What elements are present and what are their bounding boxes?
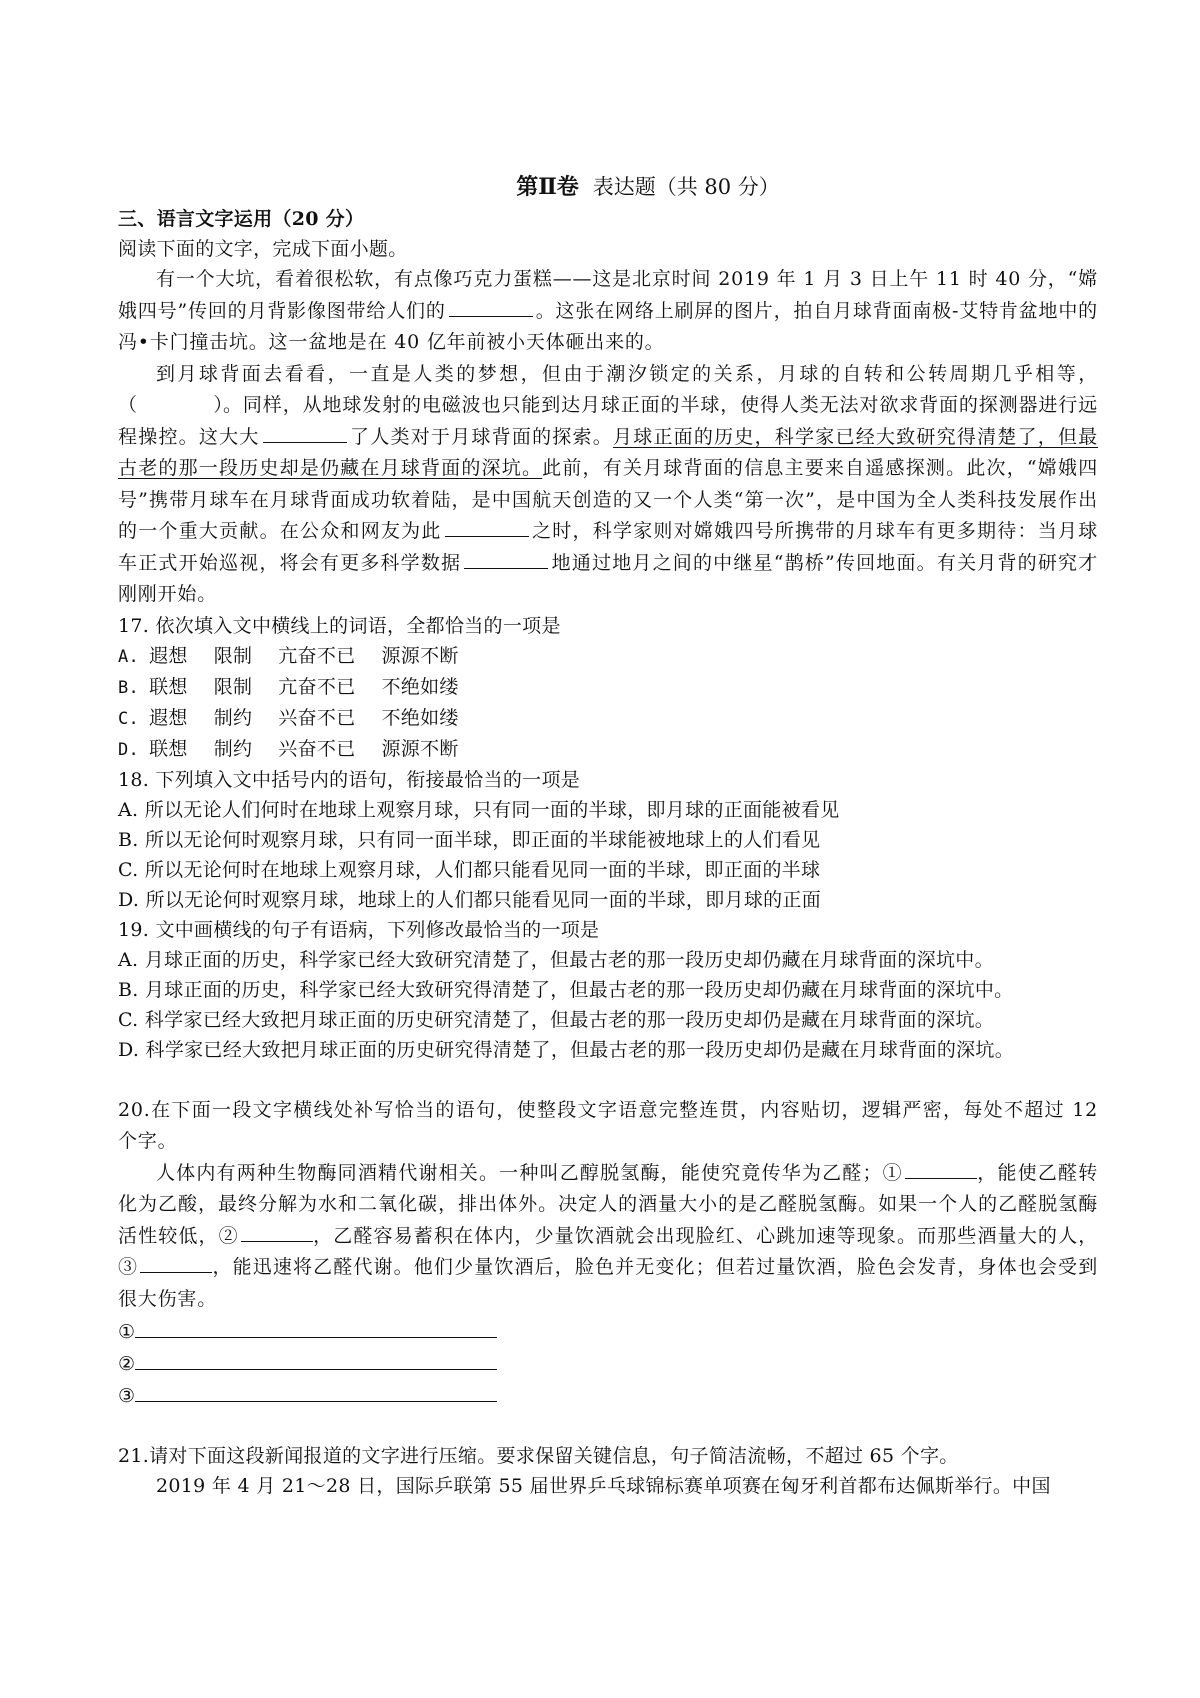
passage-text: 此前，有关月球背面的信息主要来自遥感探测。此次，“嫦娥四号”携带月球车在月球背面成功软着陆，是中国航天创造的又一个人类“第一次”，是中国为全人类科技发展作出的一个重大贡献。在公众和网友为此: [118, 457, 1098, 542]
answer-mark: ③: [118, 1385, 136, 1407]
fill-paren[interactable]: （ ）: [118, 394, 224, 416]
part-title: [198, 170, 1098, 204]
fill-blank-4[interactable]: [464, 550, 548, 569]
option-word: 限制: [213, 644, 253, 667]
q18-option[interactable]: A. 所以无论人们何时在地球上观察月球，只有同一面的半球，即月球的正面能被看见: [118, 798, 840, 821]
exam-page: [118, 170, 1098, 1501]
q20-paragraph: [118, 1158, 1098, 1316]
passage-paragraph-1: [118, 264, 1098, 359]
option-word: 遐想: [149, 706, 188, 729]
q19-stem: 19. 文中画横线的句子有语病，下列修改最恰当的一项是: [118, 918, 600, 941]
passage-paragraph-2: [118, 359, 1098, 611]
passage-text: 了人类对于月球背面的探索。: [349, 425, 613, 448]
q19-option[interactable]: A. 月球正面的历史，科学家已经大致研究清楚了，但最古老的那一段历史却仍藏在月球背面的深坑中。: [118, 948, 994, 971]
q17-options: [118, 641, 1098, 765]
q19-option[interactable]: C. 科学家已经大致把月球正面的历史研究清楚了，但最古老的那一段历史却仍是藏在月球背面的深坑。: [118, 1008, 995, 1031]
section-instruction: 阅读下面的文字，完成下面小题。: [118, 238, 408, 260]
section-heading: 三、语言文字运用（20 分）: [118, 208, 365, 230]
q17-option[interactable]: [118, 641, 1098, 672]
q17-option[interactable]: [118, 672, 1098, 703]
q17-stem: 17. 依次填入文中横线上的词语，全都恰当的一项是: [118, 614, 561, 637]
passage-text: 。这张在网络上刷屏的图片，拍自月球背面南极-艾特肯盆地中的冯•卡门撞击坑。这一盆地是在 40 亿年前被小天体砸出来的。: [118, 299, 1098, 353]
option-word: 联想: [149, 737, 188, 760]
option-letter: A.: [118, 646, 140, 667]
q18-option[interactable]: D. 所以无论何时观察月球，地球上的人们都只能看见同一面的半球，即月球的正面: [118, 888, 822, 911]
q18-stem: 18. 下列填入文中括号内的语句，衔接最恰当的一项是: [118, 768, 581, 791]
passage-text: 之时，科学家则对嫦娥四号所携带的月球车有更多期待：当月球车正式开始巡视，将会有更多科学数据: [118, 520, 1098, 574]
q17-option[interactable]: [118, 734, 1098, 765]
part-title-rest: 表达题（共 80 分）: [592, 175, 780, 199]
option-letter: D.: [118, 739, 140, 760]
passage-text: 地通过地月之间的中继星“鹊桥”传回地面。有关月背的研究才刚刚开始。: [118, 551, 1099, 605]
q20-blank-1[interactable]: [905, 1160, 977, 1179]
option-word: 兴奋不已: [278, 737, 356, 760]
passage-text: 到月球背面去看看，一直是人类的梦想，但由于潮汐锁定的关系，月球的自转和公转周期几乎相等，: [156, 362, 1098, 385]
option-word: 不绝如缕: [381, 675, 459, 698]
q20-answer-line-2[interactable]: [118, 1347, 1098, 1379]
q20-text: 人体内有两种生物酶同酒精代谢相关。一种叫乙醇脱氢酶，能使究竟传华为乙醛；①: [156, 1161, 903, 1184]
q18-option[interactable]: C. 所以无论何时在地球上观察月球，人们都只能看见同一面的半球，即正面的半球: [118, 858, 821, 881]
answer-mark: ①: [118, 1321, 136, 1343]
underlined-sentence: 月球正面的历史，科学家已经大致研究得清楚了，但最古老的那一段历史却是仍藏在月球背面的深坑。: [118, 425, 1099, 479]
q19-option[interactable]: D. 科学家已经大致把月球正面的历史研究得清楚了，但最古老的那一段历史却仍是藏在月球背面的深坑。: [118, 1038, 1015, 1061]
q20-text: ，乙醛容易蓄积在体内，少量饮酒就会出现脸红、心跳加速等现象。而那些酒量大的人，③: [118, 1224, 1099, 1278]
q20-answer-line-3[interactable]: [118, 1379, 1098, 1411]
passage-text: 有一个大坑，看着很松软，有点像巧克力蛋糕——这是北京时间 2019 年 1 月 3 日上午 11 时 40 分，“嫦娥四号”传回的月背影像图带给人们的: [118, 268, 1098, 322]
option-letter: B.: [118, 677, 140, 698]
option-letter: C.: [118, 708, 140, 729]
q20-text: ，能迅速将乙醛代谢。他们少量饮酒后，脸色并无变化；但若过量饮酒，脸色会发青，身体也会受到很大伤害。: [118, 1256, 1098, 1310]
q20-blank-3[interactable]: [140, 1254, 212, 1273]
answer-mark: ②: [118, 1353, 136, 1375]
option-word: 亢奋不已: [278, 675, 356, 698]
option-word: 源源不断: [381, 737, 459, 760]
passage-text: 。同样，从地球发射的电磁波也只能到达月球正面的半球，使得人类无法对欲求背面的探测器进行远程操控。这大大: [118, 394, 1098, 448]
q17-option[interactable]: [118, 703, 1098, 734]
option-word: 限制: [213, 675, 253, 698]
q21-text: 2019 年 4 月 21～28 日，国际乒联第 55 届世界乒乓球锦标赛单项赛在匈牙利首都布达佩斯举行。中国: [156, 1475, 1051, 1497]
option-word: 不绝如缕: [381, 706, 459, 729]
option-word: 制约: [213, 706, 253, 729]
option-word: 联想: [149, 675, 188, 698]
option-word: 制约: [213, 737, 253, 760]
part-title-bold: 第Ⅱ卷: [516, 174, 579, 200]
q19-option[interactable]: B. 月球正面的历史，科学家已经大致研究得清楚了，但最古老的那一段历史却仍藏在月球背面的深坑中。: [118, 978, 1014, 1001]
q18-option[interactable]: B. 所以无论何时观察月球，只有同一面半球，即正面的半球能被地球上的人们看见: [118, 828, 821, 851]
option-word: 源源不断: [381, 644, 459, 667]
fill-blank-1[interactable]: [449, 298, 533, 317]
fill-blank-2[interactable]: [263, 424, 347, 443]
q20-answer-line-1[interactable]: [118, 1315, 1098, 1347]
option-word: 亢奋不已: [278, 644, 356, 667]
option-word: 兴奋不已: [278, 706, 356, 729]
q21-stem: 21.请对下面这段新闻报道的文字进行压缩。要求保留关键信息，句子简洁流畅，不超过 65 个字。: [118, 1445, 959, 1467]
q20-blank-2[interactable]: [241, 1223, 313, 1242]
fill-blank-3[interactable]: [445, 518, 529, 537]
option-word: 遐想: [149, 644, 188, 667]
q20-text: ，能使乙醛转化为乙酸，最终分解为水和二氧化碳，排出体外。决定人的酒量大小的是乙醛脱氢酶。如果一个人的乙醛脱氢酶活性较低，②: [118, 1161, 1098, 1247]
q20-stem: 20.在下面一段文字横线处补写恰当的语句，使整段文字语意完整连贯，内容贴切，逻辑严密，每处不超过 12 个字。: [118, 1098, 1098, 1152]
